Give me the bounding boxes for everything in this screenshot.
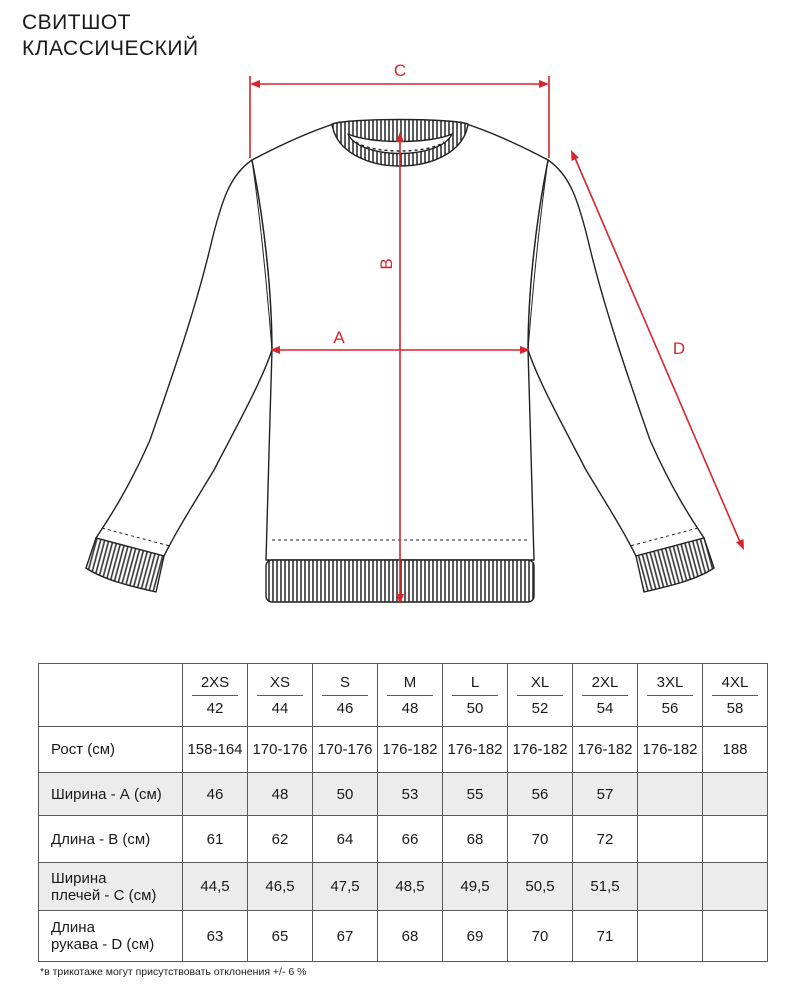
ru-size: 48: [401, 699, 419, 717]
table-cell: 158-164: [183, 727, 248, 773]
size-col: [573, 664, 638, 727]
table-cell: 72: [573, 816, 638, 863]
table-row-length-b: [39, 816, 768, 863]
footnote: *в трикотаже могут присутствовать отклонения +/- 6 %: [40, 966, 307, 978]
table-cell: 63: [183, 911, 248, 962]
ru-size: 42: [206, 699, 224, 717]
row-label: [39, 863, 183, 911]
table-cell: 66: [378, 816, 443, 863]
table-cell: 47,5: [313, 863, 378, 911]
header-empty-cell: [39, 664, 183, 727]
table-cell: 51,5: [573, 863, 638, 911]
size-chart-table: [38, 663, 768, 962]
row-label-line-1: Длина: [51, 919, 95, 936]
size-label: 2XS: [192, 674, 238, 696]
label-c: C: [393, 61, 407, 80]
table-cell: 44,5: [183, 863, 248, 911]
row-label-line-2: рукава - D (см): [51, 936, 155, 953]
table-cell: 48: [248, 773, 313, 816]
size-header-row: [39, 664, 768, 727]
table-cell: 50,5: [508, 863, 573, 911]
table-cell: 50: [313, 773, 378, 816]
row-label: Длина - В (см): [39, 816, 183, 863]
table-cell: 69: [443, 911, 508, 962]
table-cell: 57: [573, 773, 638, 816]
ru-size: 58: [726, 699, 744, 717]
table-cell: 65: [248, 911, 313, 962]
table-cell: 70: [508, 911, 573, 962]
table-cell: 55: [443, 773, 508, 816]
table-cell: 56: [508, 773, 573, 816]
row-label: Ширина - А (см): [39, 773, 183, 816]
table-cell: 188: [703, 727, 768, 773]
ru-size: 56: [661, 699, 679, 717]
table-cell: 48,5: [378, 863, 443, 911]
table-cell: 170-176: [313, 727, 378, 773]
table-row-shoulder-c: [39, 863, 768, 911]
table-row-sleeve-d: [39, 911, 768, 962]
table-cell: 46,5: [248, 863, 313, 911]
size-label: L: [452, 674, 498, 696]
table-cell: [703, 911, 768, 962]
table-cell: 176-182: [378, 727, 443, 773]
title-line-2: КЛАССИЧЕСКИЙ: [22, 37, 199, 60]
size-label: M: [387, 674, 433, 696]
table-cell: 176-182: [638, 727, 703, 773]
table-row-height: [39, 727, 768, 773]
table-cell: 176-182: [443, 727, 508, 773]
table-cell: 68: [443, 816, 508, 863]
table-cell: 46: [183, 773, 248, 816]
table-cell: 49,5: [443, 863, 508, 911]
size-col: [508, 664, 573, 727]
table-cell: 68: [378, 911, 443, 962]
size-col: [313, 664, 378, 727]
ru-size: 50: [466, 699, 484, 717]
row-label-line-2: плечей - С (см): [51, 886, 157, 904]
table-row-width-a: [39, 773, 768, 816]
size-label: XS: [257, 674, 303, 696]
table-cell: 71: [573, 911, 638, 962]
size-col: [248, 664, 313, 727]
table-cell: 170-176: [248, 727, 313, 773]
table-cell: [638, 816, 703, 863]
size-label: XL: [517, 674, 563, 696]
size-col: [443, 664, 508, 727]
table-cell: [703, 863, 768, 911]
table-cell: [703, 773, 768, 816]
table-cell: 62: [248, 816, 313, 863]
row-label-line-1: Ширина: [51, 869, 107, 887]
table-cell: 70: [508, 816, 573, 863]
ru-size: 52: [531, 699, 549, 717]
table-cell: 64: [313, 816, 378, 863]
table-cell: 176-182: [573, 727, 638, 773]
table-cell: [638, 773, 703, 816]
row-label: Рост (см): [39, 727, 183, 773]
right-sleeve: [528, 160, 704, 556]
table-cell: [703, 816, 768, 863]
table-cell: [638, 911, 703, 962]
table-cell: [638, 863, 703, 911]
size-col: [703, 664, 768, 727]
size-label: 3XL: [647, 674, 693, 696]
size-label: 2XL: [582, 674, 628, 696]
label-a: A: [333, 328, 345, 347]
label-d: D: [672, 339, 686, 358]
size-col: [183, 664, 248, 727]
ru-size: 46: [336, 699, 354, 717]
label-b: B: [377, 258, 396, 270]
ru-size: 54: [596, 699, 614, 717]
table-cell: 53: [378, 773, 443, 816]
row-label: [39, 911, 183, 962]
size-label: 4XL: [712, 674, 758, 696]
left-sleeve: [96, 160, 272, 556]
table-cell: 176-182: [508, 727, 573, 773]
size-label: S: [322, 674, 368, 696]
title-line-1: СВИТШОТ: [22, 11, 132, 34]
size-col: [378, 664, 443, 727]
ru-size: 44: [271, 699, 289, 717]
table-cell: 61: [183, 816, 248, 863]
size-col: [638, 664, 703, 727]
table-cell: 67: [313, 911, 378, 962]
